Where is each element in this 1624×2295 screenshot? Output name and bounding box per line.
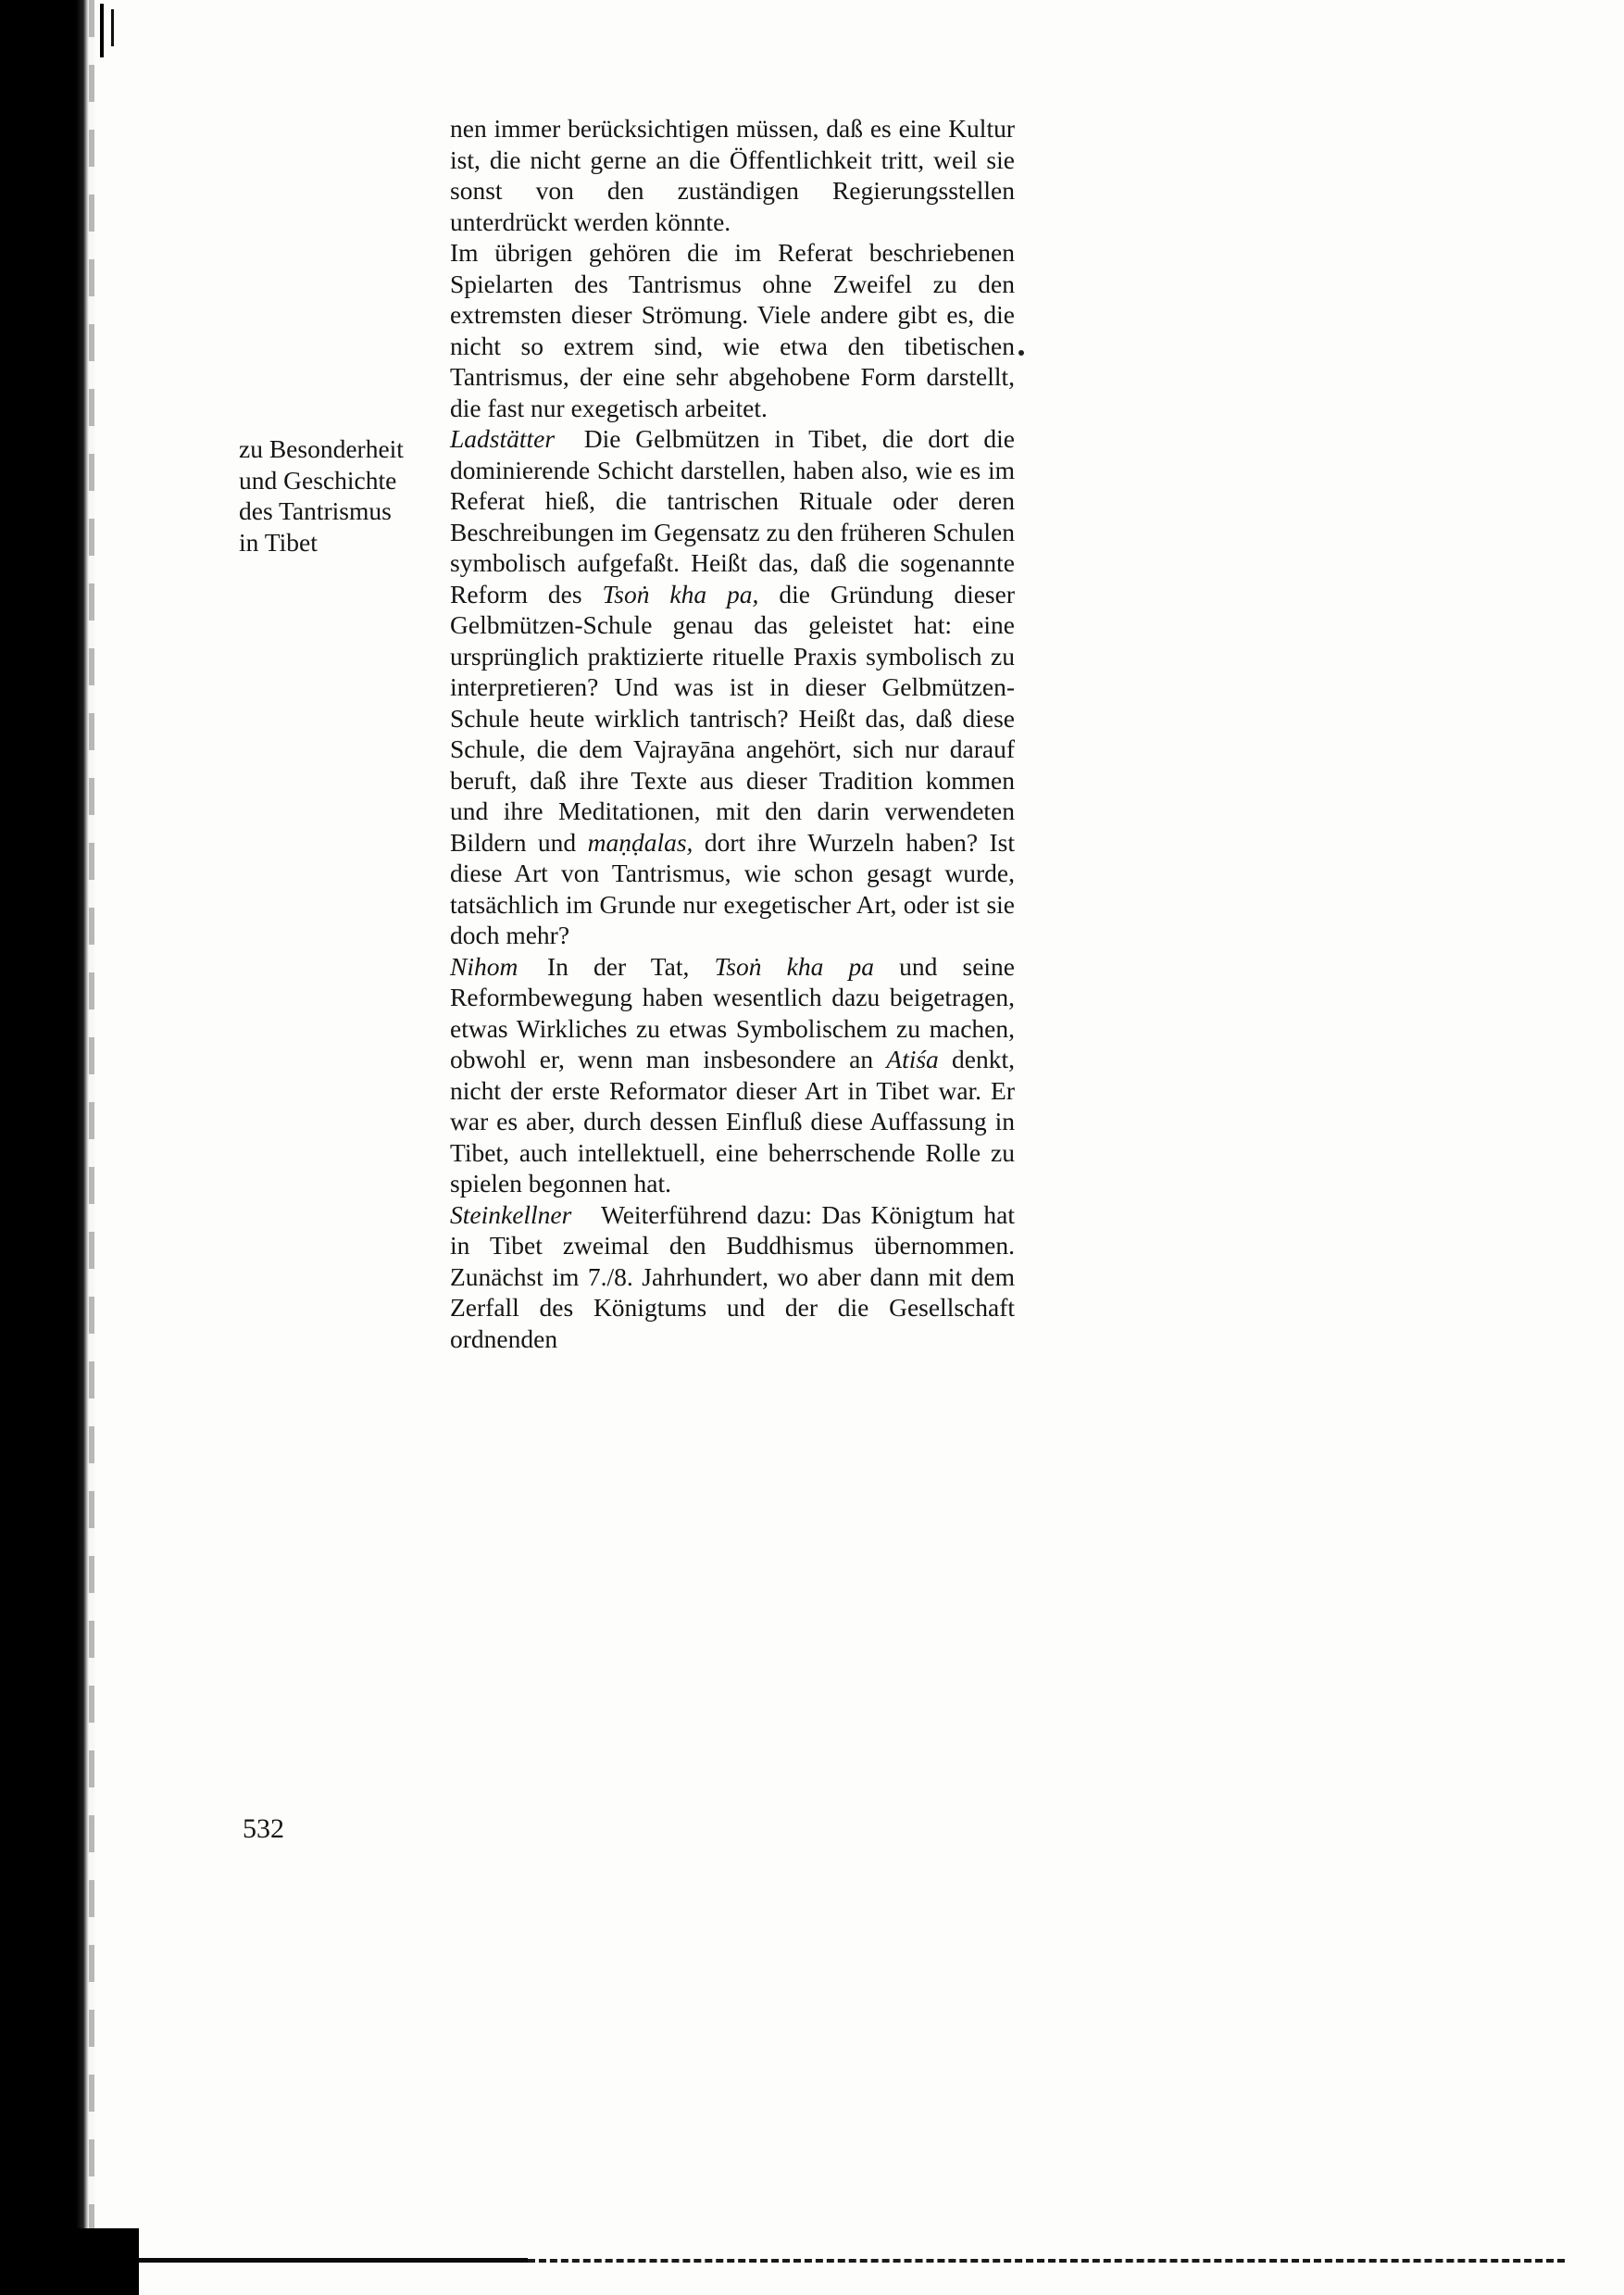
speaker-name: Nihom [450,951,518,981]
italic-term: Atiśa [886,1045,939,1073]
paragraph [450,1199,1015,1355]
scan-speck [1018,350,1024,356]
margin-note-line: des Tantrismus [239,496,392,525]
margin-note-line: in Tibet [239,527,318,557]
text-column [450,113,1015,1354]
text-segment: dort ihre Wurzeln haben? Ist diese Art von Tantrismus, wie schon gesagt wurde, tatsächlich im Grunde nur exegetischer Art, oder ist sie doch mehr? [450,827,1015,949]
page-number: 532 [243,1813,284,1844]
italic-term: Tsoṅ kha pa [714,951,874,981]
margin-note-line: und Geschichte [239,465,397,495]
margin-note [239,433,433,558]
paragraph [450,951,1015,1199]
text-segment: und seine Reformbewegung haben wesentlich dazu beigetragen, etwas Wirkliches zu etwas Symbolischem zu machen, obwohl er, wenn man insbesondere an [450,951,1015,1073]
paragraph [450,113,1015,237]
text-segment: denkt, nicht der erste Reformator dieser Art in Tibet war. Er war es aber, durch dessen Einfluß diese Auffassung in Tibet, auch intellektuell, eine beherrschende Rolle zu spielen begonnen hat. [450,1045,1015,1198]
scan-bottom-corner [0,2228,139,2295]
scan-spine-edge [0,0,89,2295]
italic-term: Tsoṅ kha pa, [602,579,759,608]
scan-bottom-edge-dashes [528,2259,1565,2263]
text-segment: In der Tat, [546,951,715,981]
paragraph [450,423,1015,951]
scan-bottom-edge-line [139,2258,528,2263]
margin-note-line: zu Besonderheit [239,434,404,463]
text-segment: Im übrigen gehören die im Referat beschriebenen Spielarten des Tantrismus ohne Zweifel zu den extremsten dieser Strömung. Viele andere gibt es, die nicht so extrem sind, wie etwa den tibetischen Tantrismus, der eine sehr abgehobene Form darstellt, die fast nur exegetisch arbeitet. [450,238,1015,422]
paragraph [450,237,1015,423]
italic-term: maṇḍalas, [587,827,693,857]
speaker-name: Steinkellner [450,1199,572,1229]
speaker-name: Ladstätter [450,424,556,453]
scan-mark-top [100,4,104,57]
text-segment: Die Gelbmützen in Tibet, die dort die dominierende Schicht darstellen, haben also, wie es im Referat hieß, die tantrischen Rituale oder deren Beschreibungen im Gegensatz zu den früheren Schulen symbolisch aufgefaßt. Heißt das, daß die sogenannte Reform des [450,424,1015,608]
text-segment: die Gründung dieser Gelbmützen-Schule genau das geleistet hat: eine ursprünglich praktizierte rituelle Praxis symbolisch zu interpretieren? Und was ist in dieser Gelbmützen-Schule heute wirklich tantrisch? Heißt das, daß diese Schule, die dem Vajrayāna angehört, sich nur darauf beruft, daß ihre Texte aus dieser Tradition kommen und ihre Meditationen, mit den darin verwendeten Bildern und [450,579,1015,857]
text-segment: Weiterführend dazu: Das Königtum hat in Tibet zweimal den Buddhismus übernommen. Zunächst im 7./8. Jahrhundert, wo aber dann mit dem Zerfall des Königtums und der die Gesellschaft ordnenden [450,1199,1015,1353]
text-segment: nen immer berücksichtigen müssen, daß es eine Kultur ist, die nicht gerne an die Öffentlichkeit tritt, weil sie sonst von den zuständigen Regierungsstellen unterdrückt werden könnte. [450,114,1015,236]
scan-spine-streaks [89,0,94,2295]
scan-mark-top [111,9,114,46]
